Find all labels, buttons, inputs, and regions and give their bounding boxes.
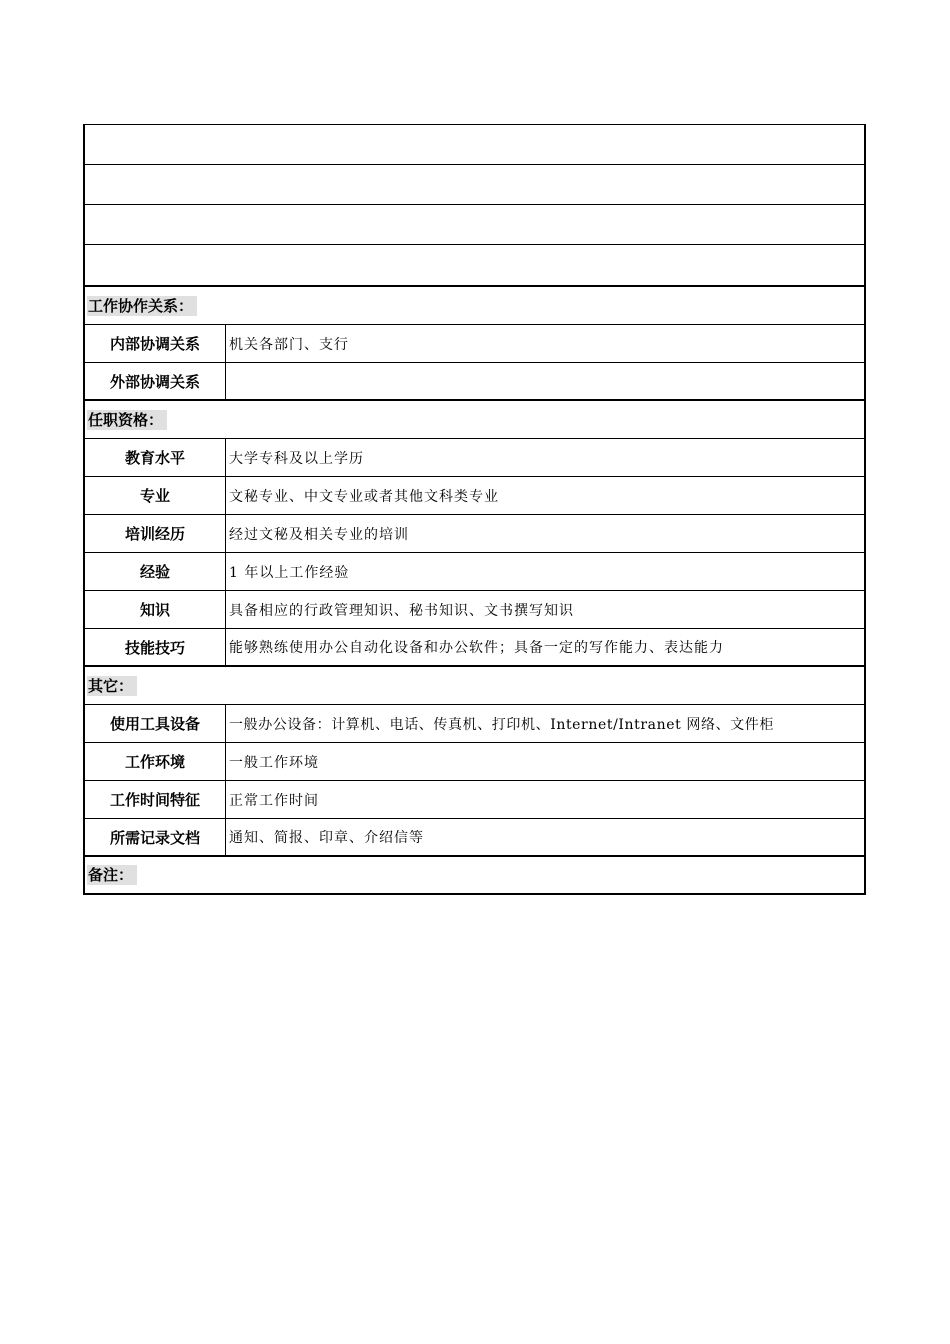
section-title: 工作协作关系：	[87, 296, 197, 316]
row-label: 培训经历	[85, 515, 226, 552]
row-label: 使用工具设备	[85, 705, 226, 742]
row-value	[226, 363, 864, 399]
section-header-qualifications	[85, 401, 864, 439]
row-value: 通知、简报、印章、介绍信等	[229, 830, 424, 846]
row-label: 外部协调关系	[85, 363, 226, 399]
row-label: 知识	[85, 591, 226, 628]
blank-row	[85, 125, 864, 165]
row-label: 技能技巧	[85, 629, 226, 665]
blank-row	[85, 165, 864, 205]
row-value: 一般办公设备：计算机、电话、传真机、打印机、Internet/Intranet 网络、文件柜	[229, 716, 774, 733]
row-label: 经验	[85, 553, 226, 590]
row-value: 具备相应的行政管理知识、秘书知识、文书撰写知识	[229, 602, 574, 619]
row-value: 大学专科及以上学历	[229, 450, 364, 467]
table-row	[85, 515, 864, 553]
row-value: 1 年以上工作经验	[229, 564, 350, 581]
table-row	[85, 781, 864, 819]
table-row	[85, 705, 864, 743]
table-row	[85, 439, 864, 477]
row-label: 专业	[85, 477, 226, 514]
row-label: 内部协调关系	[85, 325, 226, 362]
section-header-remarks	[85, 857, 864, 893]
job-description-table	[83, 124, 866, 895]
row-value: 正常工作时间	[229, 792, 319, 809]
table-row	[85, 325, 864, 363]
row-value: 一般工作环境	[229, 754, 319, 771]
row-label: 工作时间特征	[85, 781, 226, 818]
section-header-cooperation	[85, 287, 864, 325]
table-row	[85, 553, 864, 591]
section-title: 备注：	[87, 865, 137, 885]
row-label: 工作环境	[85, 743, 226, 780]
table-row	[85, 743, 864, 781]
section-title: 任职资格：	[87, 410, 167, 430]
table-row	[85, 591, 864, 629]
row-value: 能够熟练使用办公自动化设备和办公软件；具备一定的写作能力、表达能力	[229, 640, 724, 656]
blank-row	[85, 205, 864, 245]
table-row	[85, 477, 864, 515]
table-row	[85, 819, 864, 857]
row-label: 教育水平	[85, 439, 226, 476]
row-value: 经过文秘及相关专业的培训	[229, 526, 409, 543]
row-label: 所需记录文档	[85, 819, 226, 855]
table-row	[85, 363, 864, 401]
section-title: 其它：	[87, 676, 137, 696]
section-header-other	[85, 667, 864, 705]
row-value: 文秘专业、中文专业或者其他文科类专业	[229, 488, 499, 505]
blank-row	[85, 245, 864, 287]
table-row	[85, 629, 864, 667]
row-value: 机关各部门、支行	[229, 336, 349, 353]
